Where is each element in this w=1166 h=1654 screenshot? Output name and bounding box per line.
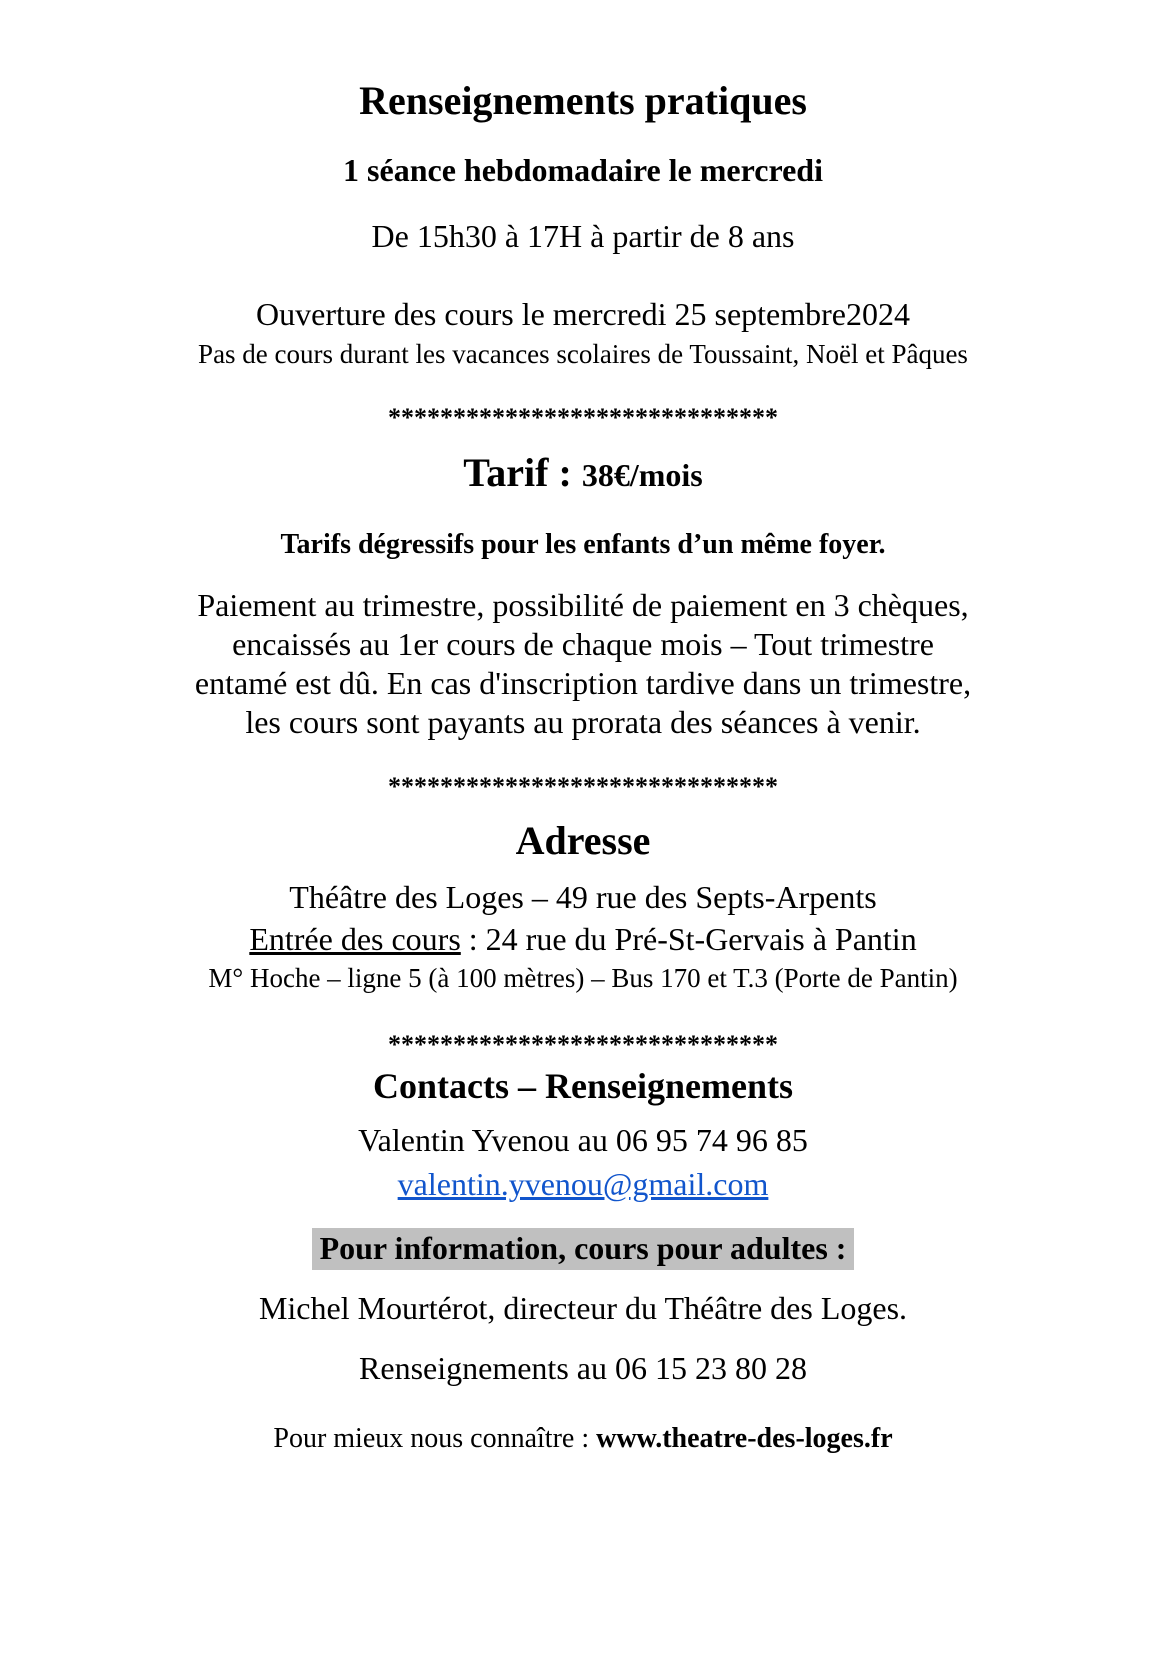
course-opening-date: Ouverture des cours le mercredi 25 septembre2024: [256, 296, 910, 332]
degressive-rates-note: Tarifs dégressifs pour les enfants d’un même foyer.: [280, 529, 886, 560]
payment-line-4: les cours sont payants au prorata des séances à venir.: [245, 704, 921, 740]
transport-info: M° Hoche – ligne 5 (à 100 mètres) – Bus 170 et T.3 (Porte de Pantin): [208, 963, 958, 993]
theatre-address: Théâtre des Loges – 49 rue des Septs-Arpents: [289, 879, 877, 915]
adult-courses-heading: [0, 1230, 1166, 1267]
adult-courses-highlight: Pour information, cours pour adultes :: [312, 1228, 855, 1270]
holidays-note: Pas de cours durant les vacances scolaires de Toussaint, Noël et Pâques: [198, 339, 968, 369]
contact-email-line: [0, 1166, 1166, 1203]
entry-address-text: : 24 rue du Pré-St-Gervais à Pantin: [460, 921, 917, 957]
payment-line-3: entamé est dû. En cas d'inscription tardive dans un trimestre,: [194, 665, 972, 701]
contact-email-link[interactable]: valentin.yvenou@gmail.com: [397, 1166, 769, 1202]
session-hours: De 15h30 à 17H à partir de 8 ans: [371, 218, 795, 254]
address-heading: Adresse: [515, 818, 651, 863]
separator-3: ******************************: [388, 1030, 778, 1059]
tarif-amount: 38€/mois: [581, 457, 703, 493]
page-title: Renseignements pratiques: [359, 78, 807, 123]
contact-person: Valentin Yvenou au 06 95 74 96 85: [358, 1122, 808, 1158]
entry-label: Entrée des cours: [249, 921, 461, 957]
info-phone: Renseignements au 06 15 23 80 28: [359, 1350, 807, 1386]
director-info: Michel Mourtérot, directeur du Théâtre des Loges.: [258, 1290, 908, 1326]
payment-line-2: encaissés au 1er cours de chaque mois – Tout trimestre: [232, 626, 934, 662]
tarif-heading: [0, 450, 1166, 496]
website-line: [0, 1423, 1166, 1455]
tarif-label: Tarif :: [463, 450, 582, 495]
weekly-session-heading: 1 séance hebdomadaire le mercredi: [343, 152, 823, 188]
website-label: Pour mieux nous connaître :: [273, 1423, 597, 1454]
separator-1: ******************************: [388, 403, 778, 432]
payment-line-1: Paiement au trimestre, possibilité de paiement en 3 chèques,: [197, 587, 969, 623]
entry-address: [0, 921, 1166, 958]
website-url[interactable]: www.theatre-des-loges.fr: [596, 1423, 893, 1454]
separator-2: ******************************: [388, 772, 778, 801]
contacts-heading: Contacts – Renseignements: [373, 1066, 793, 1106]
